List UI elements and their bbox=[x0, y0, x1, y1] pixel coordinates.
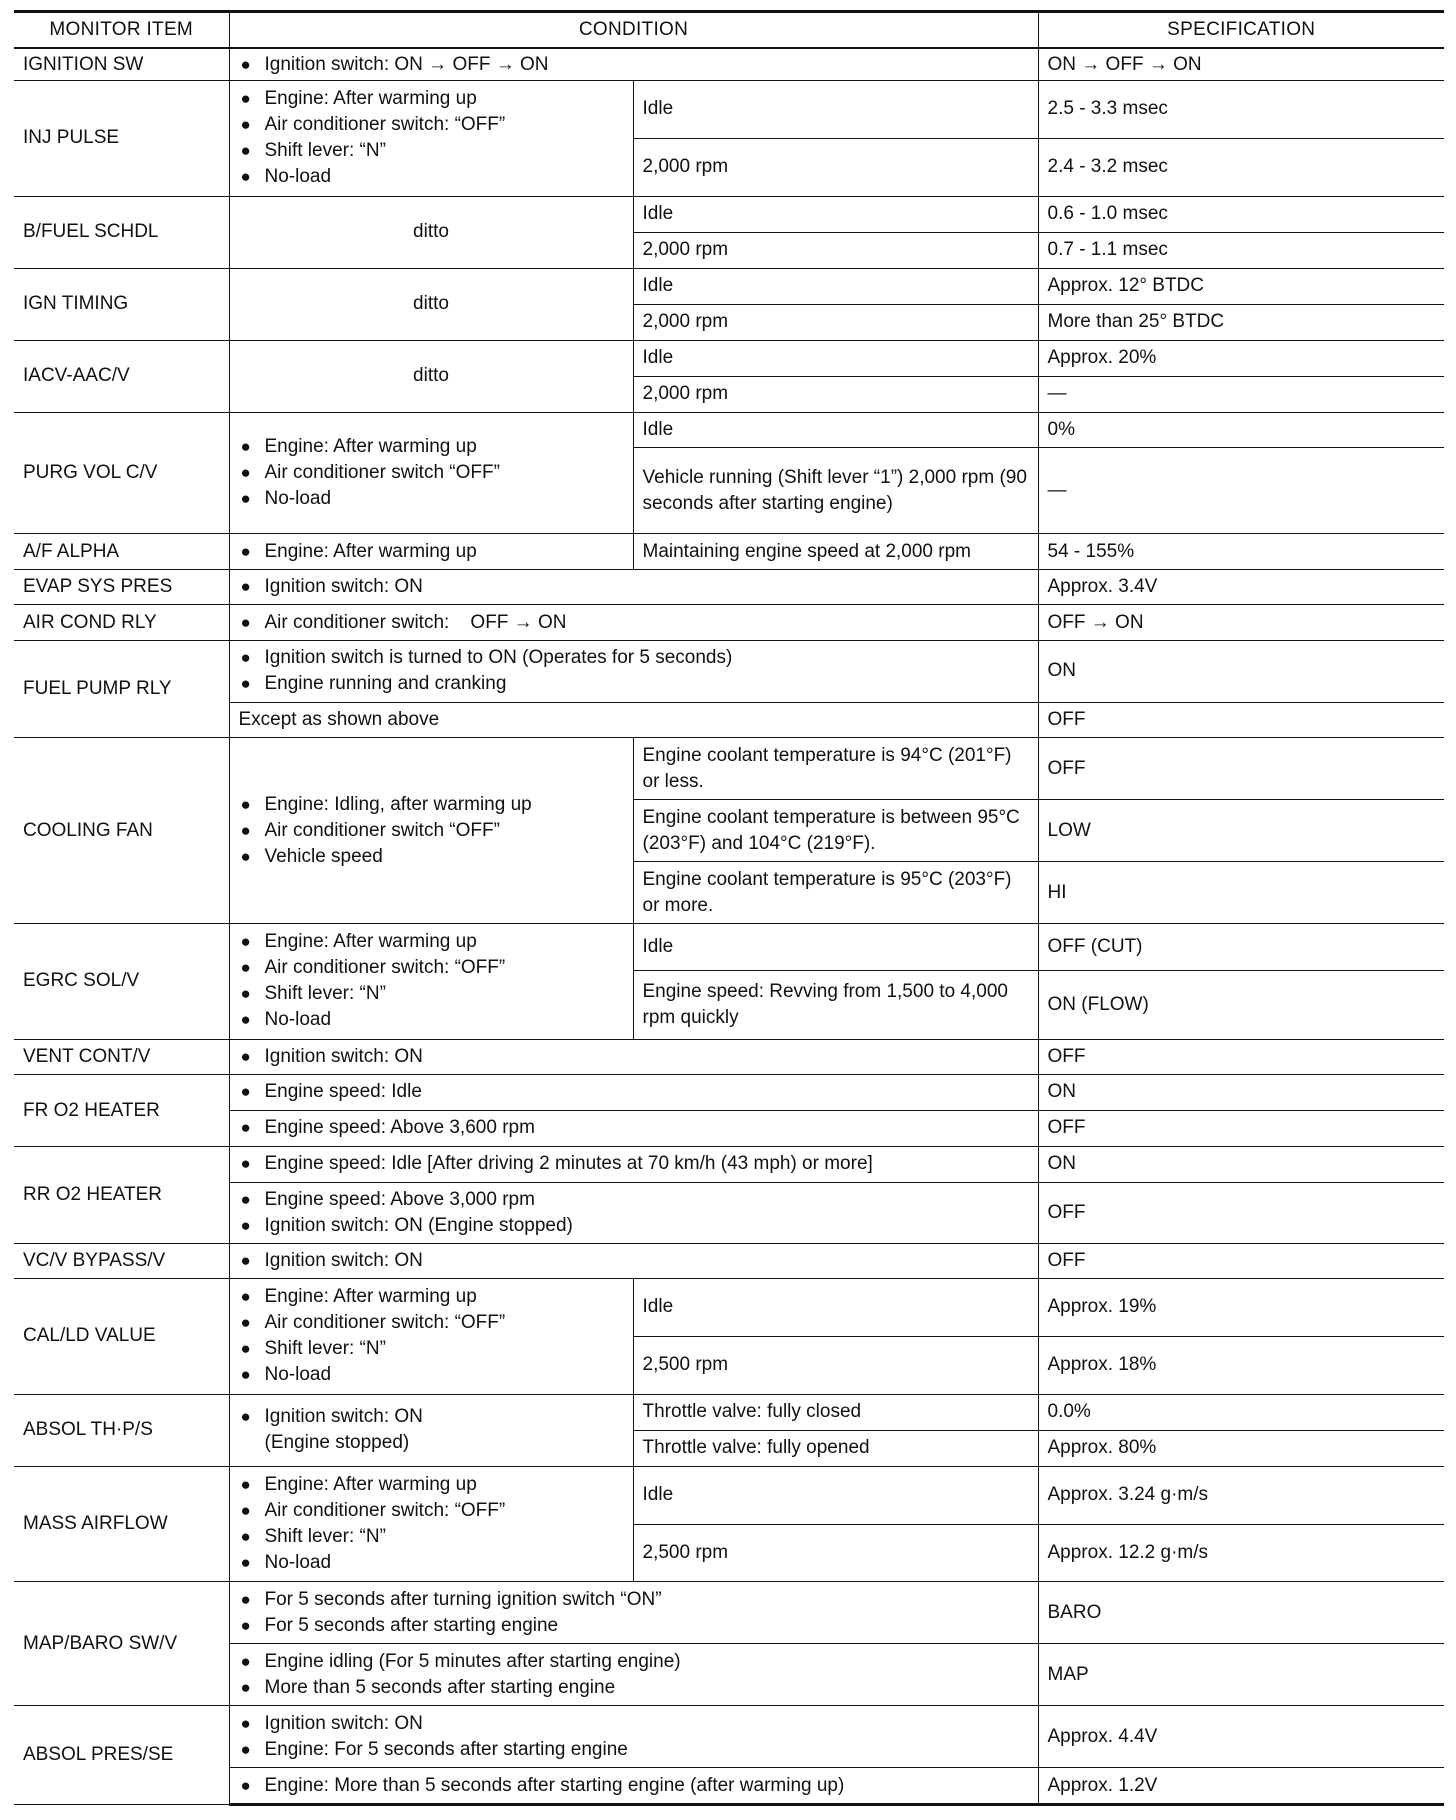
table-row bbox=[14, 702, 1444, 738]
condition-cell bbox=[229, 80, 633, 196]
condition-cell bbox=[229, 605, 1038, 641]
condition-bullet: ● Engine: After warming up bbox=[239, 434, 624, 460]
spec-cell: 54 - 155% bbox=[1038, 534, 1444, 570]
condition-bullet: ● Air conditioner switch: “OFF” bbox=[239, 1498, 624, 1524]
condition-bullet: ● Ignition switch: ON bbox=[239, 1404, 624, 1430]
monitor-item: IACV-AAC/V bbox=[14, 340, 229, 412]
monitor-item: A/F ALPHA bbox=[14, 534, 229, 570]
condition-bullet: ● Air conditioner switch “OFF” bbox=[239, 818, 624, 844]
condition-cell bbox=[229, 1110, 1038, 1147]
spec-cell: — bbox=[1038, 377, 1444, 413]
condition-bullet: ● Ignition switch: ON bbox=[239, 1711, 1029, 1737]
spec-cell: ON → OFF → ON bbox=[1038, 48, 1444, 80]
sub-condition-cell: Idle bbox=[633, 412, 1038, 448]
sub-condition-cell: Throttle valve: fully opened bbox=[633, 1431, 1038, 1467]
condition-cell bbox=[229, 924, 633, 1040]
condition-cell bbox=[229, 640, 1038, 702]
sub-condition-cell: Throttle valve: fully closed bbox=[633, 1394, 1038, 1431]
table-row bbox=[14, 80, 1444, 138]
spec-cell: OFF bbox=[1038, 738, 1444, 800]
condition-cell bbox=[229, 1466, 633, 1582]
spec-cell: Approx. 19% bbox=[1038, 1279, 1444, 1337]
spec-cell: 2.5 - 3.3 msec bbox=[1038, 80, 1444, 138]
monitor-item: FR O2 HEATER bbox=[14, 1075, 229, 1147]
sub-condition-cell: Idle bbox=[633, 924, 1038, 971]
sub-condition-cell: Idle bbox=[633, 268, 1038, 305]
sub-condition-cell: Idle bbox=[633, 80, 1038, 138]
monitor-item: CAL/LD VALUE bbox=[14, 1279, 229, 1395]
condition-bullet: ● Engine running and cranking bbox=[239, 671, 1029, 697]
table-row bbox=[14, 48, 1444, 80]
spec-cell: OFF bbox=[1038, 1182, 1444, 1243]
spec-cell: — bbox=[1038, 448, 1444, 534]
sub-condition-cell: Idle bbox=[633, 1466, 1038, 1524]
monitor-item: INJ PULSE bbox=[14, 80, 229, 196]
condition-bullet: ● Shift lever: “N” bbox=[239, 1336, 624, 1362]
table-row bbox=[14, 1394, 1444, 1431]
spec-cell: Approx. 80% bbox=[1038, 1431, 1444, 1467]
condition-cell bbox=[229, 1394, 633, 1466]
condition-ditto: ditto bbox=[229, 196, 633, 268]
table-row bbox=[14, 196, 1444, 233]
table-row bbox=[14, 1466, 1444, 1524]
header-monitor-item: MONITOR ITEM bbox=[14, 12, 229, 49]
sub-condition-cell: 2,000 rpm bbox=[633, 305, 1038, 341]
spec-cell: OFF → ON bbox=[1038, 605, 1444, 641]
spec-cell: 0% bbox=[1038, 412, 1444, 448]
spec-cell: OFF bbox=[1038, 1110, 1444, 1147]
table-row bbox=[14, 640, 1444, 702]
monitor-item: RR O2 HEATER bbox=[14, 1147, 229, 1243]
condition-bullet: ● Ignition switch is turned to ON (Operates for 5 seconds) bbox=[239, 645, 1029, 671]
spec-cell: ON bbox=[1038, 1147, 1444, 1183]
condition-bullet: ● Engine: More than 5 seconds after starting engine (after warming up) bbox=[239, 1773, 1029, 1799]
header-condition: CONDITION bbox=[229, 12, 1038, 49]
condition-bullet: ● Air conditioner switch: OFF → ON bbox=[239, 610, 1029, 636]
condition-ditto: ditto bbox=[229, 268, 633, 340]
spec-cell: OFF bbox=[1038, 1243, 1444, 1279]
sub-condition-cell: 2,000 rpm bbox=[633, 377, 1038, 413]
condition-bullet: ● Shift lever: “N” bbox=[239, 981, 624, 1007]
table-row bbox=[14, 1644, 1444, 1706]
sub-condition-cell: 2,000 rpm bbox=[633, 138, 1038, 196]
spec-cell: Approx. 4.4V bbox=[1038, 1706, 1444, 1768]
sub-condition-cell: Engine coolant temperature is between 95°C (203°F) and 104°C (219°F). bbox=[633, 800, 1038, 862]
spec-cell: 0.7 - 1.1 msec bbox=[1038, 233, 1444, 269]
condition-bullet: ● Engine speed: Above 3,000 rpm bbox=[239, 1187, 1029, 1213]
header-specification: SPECIFICATION bbox=[1038, 12, 1444, 49]
condition-bullet: ● For 5 seconds after turning ignition switch “ON” bbox=[239, 1587, 1029, 1613]
condition-bullet: ● Ignition switch: ON bbox=[239, 1248, 1029, 1274]
table-row bbox=[14, 1039, 1444, 1075]
monitor-item: IGN TIMING bbox=[14, 268, 229, 340]
table-row bbox=[14, 605, 1444, 641]
condition-bullet: ● Engine: After warming up bbox=[239, 86, 624, 112]
monitor-item: ABSOL PRES/SE bbox=[14, 1706, 229, 1805]
condition-bullet: ● Shift lever: “N” bbox=[239, 138, 624, 164]
monitor-item: PURG VOL C/V bbox=[14, 412, 229, 534]
condition-bullet: ● No-load bbox=[239, 486, 624, 512]
condition-cell bbox=[229, 1147, 1038, 1183]
sub-condition-cell: Engine coolant temperature is 95°C (203°F) or more. bbox=[633, 862, 1038, 924]
monitor-item: EGRC SOL/V bbox=[14, 924, 229, 1040]
condition-note: (Engine stopped) bbox=[264, 1432, 410, 1454]
spec-cell: Approx. 12.2 g·m/s bbox=[1038, 1524, 1444, 1582]
spec-cell: 0.6 - 1.0 msec bbox=[1038, 196, 1444, 233]
condition-bullet: ● Engine speed: Idle bbox=[239, 1079, 1029, 1105]
condition-cell: Except as shown above bbox=[229, 702, 1038, 738]
condition-bullet: ● Ignition switch: ON bbox=[239, 574, 1029, 600]
condition-bullet: ● Air conditioner switch “OFF” bbox=[239, 460, 624, 486]
monitor-item: EVAP SYS PRES bbox=[14, 569, 229, 605]
spec-cell: OFF bbox=[1038, 702, 1444, 738]
spec-cell: Approx. 3.4V bbox=[1038, 569, 1444, 605]
condition-cell bbox=[229, 1075, 1038, 1111]
condition-bullet: ● For 5 seconds after starting engine bbox=[239, 1613, 1029, 1639]
table-row bbox=[14, 534, 1444, 570]
monitor-item: COOLING FAN bbox=[14, 738, 229, 924]
condition-bullet: ● Engine: After warming up bbox=[239, 929, 624, 955]
spec-cell: BARO bbox=[1038, 1582, 1444, 1644]
condition-bullet: ● Shift lever: “N” bbox=[239, 1524, 624, 1550]
table-row bbox=[14, 1243, 1444, 1279]
monitor-item: MASS AIRFLOW bbox=[14, 1466, 229, 1582]
condition-ditto: ditto bbox=[229, 340, 633, 412]
sub-condition-cell: Maintaining engine speed at 2,000 rpm bbox=[633, 534, 1038, 570]
monitor-spec-table bbox=[14, 10, 1444, 1806]
condition-bullet: ● More than 5 seconds after starting engine bbox=[239, 1675, 1029, 1701]
condition-bullet: ● Engine speed: Above 3,600 rpm bbox=[239, 1115, 1029, 1141]
sub-condition-cell: Vehicle running (Shift lever “1”) 2,000 rpm (90 seconds after starting engine) bbox=[633, 448, 1038, 534]
condition-cell bbox=[229, 1182, 1038, 1243]
condition-cell bbox=[229, 1039, 1038, 1075]
sub-condition-cell: 2,500 rpm bbox=[633, 1524, 1038, 1582]
condition-cell bbox=[229, 48, 1038, 80]
table-row bbox=[14, 569, 1444, 605]
condition-bullet: ● Engine speed: Idle [After driving 2 minutes at 70 km/h (43 mph) or more] bbox=[239, 1151, 1029, 1177]
table-row bbox=[14, 1147, 1444, 1183]
condition-bullet: ● No-load bbox=[239, 1362, 624, 1388]
table-row bbox=[14, 1075, 1444, 1111]
spec-cell: OFF bbox=[1038, 1039, 1444, 1075]
spec-cell: Approx. 20% bbox=[1038, 340, 1444, 377]
condition-bullet: ● Air conditioner switch: “OFF” bbox=[239, 955, 624, 981]
spec-cell: Approx. 3.24 g·m/s bbox=[1038, 1466, 1444, 1524]
monitor-item: IGNITION SW bbox=[14, 48, 229, 80]
monitor-item: AIR COND RLY bbox=[14, 605, 229, 641]
spec-cell: ON bbox=[1038, 1075, 1444, 1111]
condition-bullet: ● No-load bbox=[239, 1007, 624, 1033]
monitor-item: FUEL PUMP RLY bbox=[14, 640, 229, 737]
spec-cell: Approx. 1.2V bbox=[1038, 1768, 1444, 1805]
condition-cell bbox=[229, 534, 633, 570]
condition-bullet: ● Engine: After warming up bbox=[239, 1472, 624, 1498]
condition-cell bbox=[229, 1706, 1038, 1768]
condition-bullet: ● Engine idling (For 5 minutes after starting engine) bbox=[239, 1649, 1029, 1675]
spec-cell: ON (FLOW) bbox=[1038, 970, 1444, 1039]
monitor-item: B/FUEL SCHDL bbox=[14, 196, 229, 268]
table-row bbox=[14, 1110, 1444, 1147]
condition-bullet: ● Engine: After warming up bbox=[239, 539, 624, 565]
table-row bbox=[14, 924, 1444, 971]
spec-cell: MAP bbox=[1038, 1644, 1444, 1706]
condition-bullet: ● Ignition switch: ON bbox=[239, 1044, 1029, 1070]
sub-condition-cell: Engine coolant temperature is 94°C (201°F) or less. bbox=[633, 738, 1038, 800]
condition-cell bbox=[229, 1582, 1038, 1644]
spec-cell: ON bbox=[1038, 640, 1444, 702]
spec-cell: Approx. 18% bbox=[1038, 1336, 1444, 1394]
sub-condition-cell: Engine speed: Revving from 1,500 to 4,000 rpm quickly bbox=[633, 970, 1038, 1039]
header-row bbox=[14, 12, 1444, 49]
condition-bullet: ● Air conditioner switch: “OFF” bbox=[239, 1310, 624, 1336]
monitor-item: ABSOL TH·P/S bbox=[14, 1394, 229, 1466]
table-row bbox=[14, 1768, 1444, 1805]
table-row bbox=[14, 412, 1444, 448]
spec-cell: More than 25° BTDC bbox=[1038, 305, 1444, 341]
table-row bbox=[14, 1706, 1444, 1768]
condition-bullet: ● Ignition switch: ON (Engine stopped) bbox=[239, 1213, 1029, 1239]
sub-condition-cell: Idle bbox=[633, 196, 1038, 233]
condition-cell bbox=[229, 569, 1038, 605]
table-row bbox=[14, 1182, 1444, 1243]
condition-cell bbox=[229, 1768, 1038, 1805]
spec-cell: Approx. 12° BTDC bbox=[1038, 268, 1444, 305]
table-row bbox=[14, 340, 1444, 377]
sub-condition-cell: 2,000 rpm bbox=[633, 233, 1038, 269]
spec-cell: 0.0% bbox=[1038, 1394, 1444, 1431]
condition-bullet: ● Ignition switch: ON → OFF → ON bbox=[239, 52, 1029, 78]
spec-cell: 2.4 - 3.2 msec bbox=[1038, 138, 1444, 196]
table-row bbox=[14, 738, 1444, 800]
condition-bullet: ● Engine: Idling, after warming up bbox=[239, 792, 624, 818]
sub-condition-cell: Idle bbox=[633, 340, 1038, 377]
condition-cell bbox=[229, 1243, 1038, 1279]
spec-cell: LOW bbox=[1038, 800, 1444, 862]
monitor-item: MAP/BARO SW/V bbox=[14, 1582, 229, 1706]
table-row bbox=[14, 1279, 1444, 1337]
monitor-item: VC/V BYPASS/V bbox=[14, 1243, 229, 1279]
table-row bbox=[14, 268, 1444, 305]
condition-bullet: ● No-load bbox=[239, 1550, 624, 1576]
condition-bullet: ● Vehicle speed bbox=[239, 844, 624, 870]
condition-cell bbox=[229, 412, 633, 534]
condition-bullet: ● Air conditioner switch: “OFF” bbox=[239, 112, 624, 138]
condition-cell bbox=[229, 1644, 1038, 1706]
condition-bullet: ● Engine: For 5 seconds after starting engine bbox=[239, 1737, 1029, 1763]
condition-cell bbox=[229, 738, 633, 924]
spec-cell: HI bbox=[1038, 862, 1444, 924]
sub-condition-cell: Idle bbox=[633, 1279, 1038, 1337]
condition-bullet: ● No-load bbox=[239, 164, 624, 190]
spec-cell: OFF (CUT) bbox=[1038, 924, 1444, 971]
condition-cell bbox=[229, 1279, 633, 1395]
condition-bullet: ● Engine: After warming up bbox=[239, 1284, 624, 1310]
monitor-item: VENT CONT/V bbox=[14, 1039, 229, 1075]
table-row bbox=[14, 1582, 1444, 1644]
sub-condition-cell: 2,500 rpm bbox=[633, 1336, 1038, 1394]
